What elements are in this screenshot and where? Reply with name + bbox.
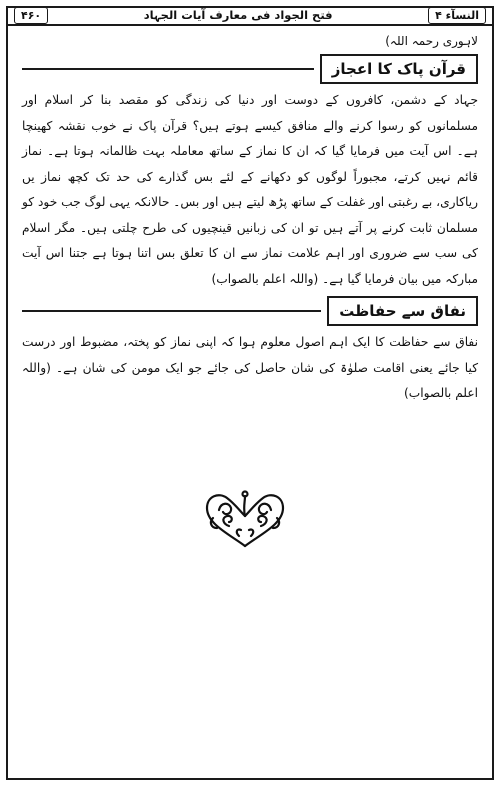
section-heading: نفاق سے حفاظت [327, 296, 478, 326]
author-line: لاہوری رحمہ اللہ) [385, 34, 478, 48]
section-heading-row [22, 296, 478, 326]
page-content [22, 30, 478, 407]
floral-heart-ornament-icon [199, 488, 291, 552]
page-header [8, 6, 492, 26]
section-paragraph: جہاد کے دشمن، کافروں کے دوست اور دنیا کی زندگی کو مقصد بنا کر اسلام اور مسلمانوں کو رسوا کرنے والے منافق کیسے ہوتے ہیں؟ قرآن پاک نے خوب نقشہ کھینچا ہے۔ اس آیت میں فرمایا گیا کہ ان کا نماز کے ساتھ معاملہ بہت ظالمانہ ہوتا ہے۔ نماز قائم نہیں کرتے، مجبوراً لوگوں کو دکھانے کے لئے بس گذارے کی حد تک کچھ نماز یں ریاکاری، بے رغبتی اور غفلت کے ساتھ پڑھ لیتے ہیں اور بس۔ حالانکہ یہی لوگ جب خود کو مسلمان ثابت کرنے پر آتے ہیں تو ان کی زبانیں قینچیوں کی طرح چلتی ہیں۔ مگر اسلام کی سب سے ضروری اور اہم علامت نماز سے ان کا تعلق بس اتنا ہوتا ہے جتنا اس آیت مبارکہ میں بیان فرمایا گیا ہے۔ (واللہ اعلم بالصواب) [22, 93, 478, 286]
heading-rule [22, 68, 314, 70]
surah-label: النسآء ۴ [428, 7, 486, 24]
section-heading: قرآن پاک کا اعجاز [320, 54, 478, 84]
page-number: ۴۶۰ [14, 7, 48, 24]
section-heading-row [22, 54, 478, 84]
book-title: فتح الجواد فی معارف آیات الجہاد [143, 8, 333, 22]
heading-rule [22, 310, 321, 312]
section-paragraph: نفاق سے حفاظت کا ایک اہم اصول معلوم ہوا کہ اپنی نماز کو پختہ، مضبوط اور درست کیا جائے یعنی اقامت صلوٰۃ کی شان حاصل کی جائے جو ایک مومن کی شان ہے۔ (واللہ اعلم بالصواب) [22, 335, 478, 400]
